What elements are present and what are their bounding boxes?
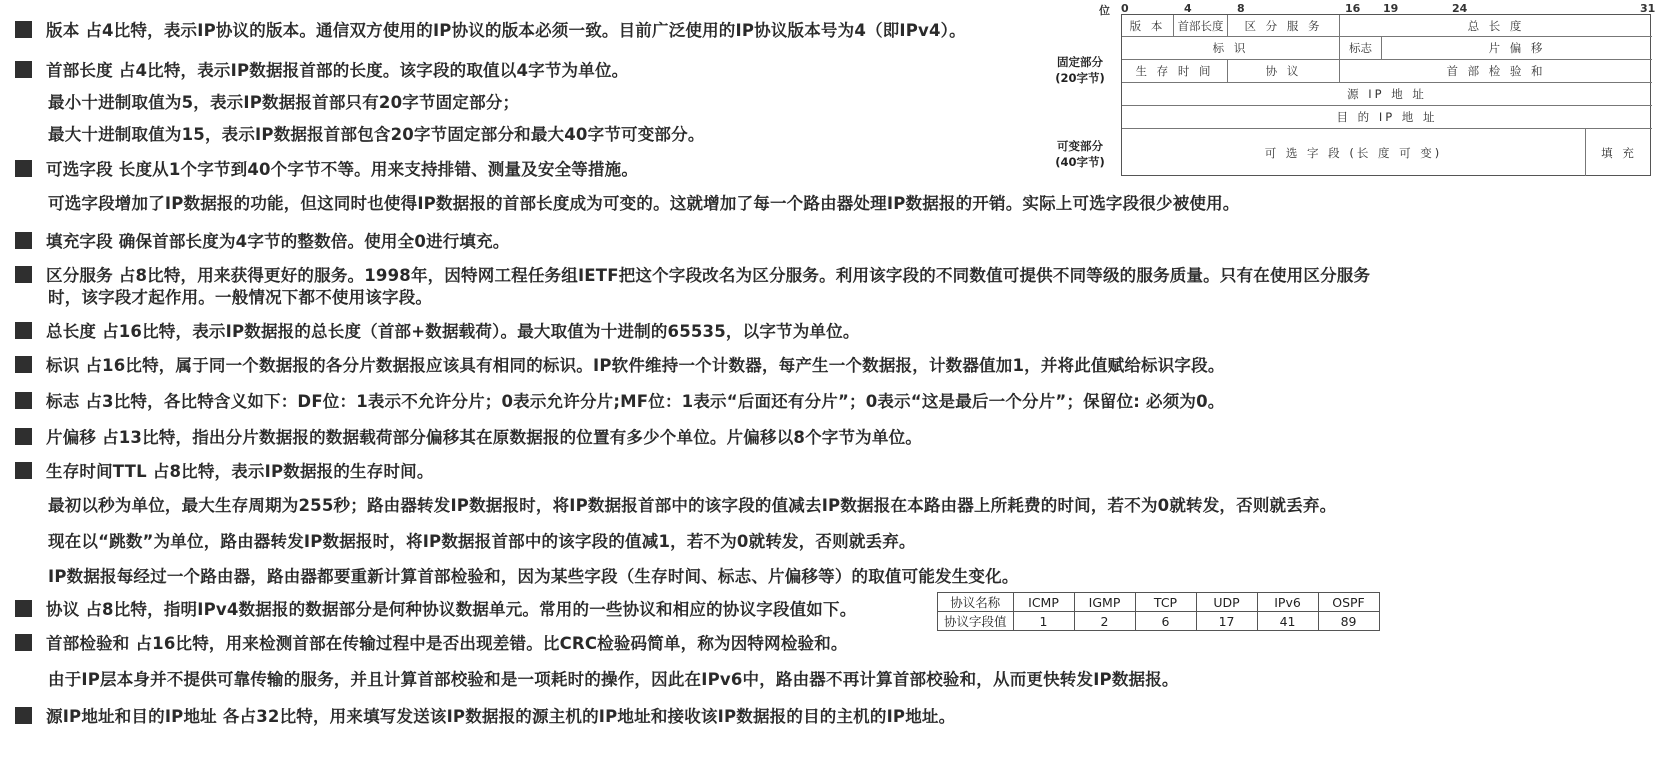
fixed-size: (20字节) [1055, 71, 1105, 85]
bit-19: 19 [1383, 2, 1399, 15]
bullet-icon [15, 392, 32, 409]
table-cell: 17 [1196, 612, 1257, 631]
variable-size: (40字节) [1055, 155, 1105, 169]
field-identification: 标 识 [1122, 37, 1340, 60]
item-options-note: 可选字段增加了IP数据报的功能，但这同时也使得IP数据报的首部长度成为可变的。这就增加了每一个路由器处理IP数据报的开销。实际上可选字段很少被使用。 [48, 194, 1240, 213]
item-flags [15, 391, 1225, 413]
bit-8: 8 [1237, 2, 1245, 15]
field-flags: 标志 [1340, 37, 1382, 60]
table-cell: IPv6 [1257, 593, 1318, 612]
bit-0: 0 [1121, 2, 1129, 15]
fixed-part-label [1045, 54, 1115, 86]
bit-label: 位 [1099, 4, 1110, 17]
field-version: 版 本 [1122, 15, 1174, 37]
item-protocol [15, 599, 856, 621]
fixed-label: 固定部分 [1057, 55, 1103, 69]
item-text: 标志 占3比特，各比特含义如下：DF位：1表示不允许分片；0表示允许分片;MF位：1表示“后面还有分片”；0表示“这是最后一个分片”；保留位: 必须为0。 [46, 392, 1225, 411]
bullet-icon [15, 634, 32, 651]
item-options [15, 159, 638, 181]
item-text: 标识 占16比特，属于同一个数据报的各分片数据报应该具有相同的标识。IP软件维持一个计数器，每产生一个数据报，计数器值加1，并将此值赋给标识字段。 [46, 356, 1225, 375]
item-ds-cont: 时，该字段才起作用。一般情况下都不使用该字段。 [48, 288, 433, 307]
field-total-length: 总 长 度 [1340, 15, 1652, 37]
item-fragment-offset [15, 427, 922, 449]
bit-4: 4 [1184, 2, 1192, 15]
item-text: 协议 占8比特，指明IPv4数据报的数据部分是何种协议数据单元。常用的一些协议和相应的协议字段值如下。 [46, 600, 857, 619]
bullet-icon [15, 428, 32, 445]
item-total-length [15, 321, 860, 343]
item-checksum [15, 633, 848, 655]
table-cell: 2 [1074, 612, 1135, 631]
bullet-icon [15, 462, 32, 479]
bullet-icon [15, 61, 32, 78]
item-text: 首部检验和 占16比特，用来检测首部在传输过程中是否出现差错。比CRC检验码简单，称为因特网检验和。 [46, 634, 848, 653]
item-text: 可选字段 长度从1个字节到40个字节不等。用来支持排错、测量及安全等措施。 [46, 160, 639, 179]
item-ds [15, 265, 1370, 287]
variable-part-label [1045, 138, 1115, 170]
table-row [938, 612, 1380, 631]
table-cell: IGMP [1074, 593, 1135, 612]
table-cell: UDP [1196, 593, 1257, 612]
item-ihl-max: 最大十进制取值为15，表示IP数据报首部包含20字节固定部分和最大40字节可变部分。 [48, 125, 705, 144]
item-text: 源IP地址和目的IP地址 各占32比特，用来填写发送该IP数据报的源主机的IP地址和接收该IP数据报的目的主机的IP地址。 [46, 707, 956, 726]
ipv4-header-diagram [1055, 0, 1656, 182]
bullet-icon [15, 160, 32, 177]
item-ttl [15, 461, 434, 483]
bullet-icon [15, 322, 32, 339]
item-ihl [15, 60, 628, 82]
field-dst: 目 的 IP 地 址 [1122, 106, 1652, 129]
bullet-icon [15, 356, 32, 373]
field-ihl: 首部长度 [1174, 15, 1228, 37]
bullet-icon [15, 232, 32, 249]
bullet-icon [15, 266, 32, 283]
field-ttl: 生 存 时 间 [1122, 60, 1228, 83]
item-text: 版本 占4比特，表示IP协议的版本。通信双方使用的IP协议的版本必须一致。目前广泛使用的IP协议版本号为4（即IPv4）。 [46, 21, 966, 40]
item-checksum-note: 由于IP层本身并不提供可靠传输的服务，并且计算首部校验和是一项耗时的操作，因此在IPv6中，路由器不再计算首部校验和，从而更快转发IP数据报。 [48, 670, 1179, 689]
row-header: 协议字段值 [938, 612, 1014, 631]
bit-31: 31 [1640, 2, 1656, 15]
item-ttl-checksum: IP数据报每经过一个路由器，路由器都要重新计算首部检验和，因为某些字段（生存时间、标志、片偏移等）的取值可能发生变化。 [48, 567, 1019, 586]
variable-label: 可变部分 [1057, 139, 1103, 153]
table-cell: OSPF [1318, 593, 1379, 612]
item-text: 生存时间TTL 占8比特，表示IP数据报的生存时间。 [46, 462, 434, 481]
table-cell: ICMP [1013, 593, 1074, 612]
table-cell: TCP [1135, 593, 1196, 612]
item-version [15, 20, 966, 42]
item-text: 区分服务 占8比特，用来获得更好的服务。1998年，因特网工程任务组IETF把这个字段改名为区分服务。利用该字段的不同数值可提供不同等级的服务质量。只有在使用区分服务 [46, 266, 1371, 285]
item-padding [15, 231, 510, 253]
bit-16: 16 [1345, 2, 1361, 15]
item-addresses [15, 706, 955, 728]
field-padding: 填 充 [1601, 145, 1637, 160]
row-header: 协议名称 [938, 593, 1014, 612]
field-fragment-offset: 片 偏 移 [1382, 37, 1652, 60]
table-cell: 1 [1013, 612, 1074, 631]
item-text: 填充字段 确保首部长度为4字节的整数倍。使用全0进行填充。 [46, 232, 510, 251]
item-identification [15, 355, 1225, 377]
bullet-icon [15, 21, 32, 38]
table-row [938, 593, 1380, 612]
item-text: 总长度 占16比特，表示IP数据报的总长度（首部+数据载荷）。最大取值为十进制的65535，以字节为单位。 [46, 322, 860, 341]
item-ihl-min: 最小十进制取值为5，表示IP数据报首部只有20字节固定部分； [48, 93, 520, 112]
item-ttl-sec: 最初以秒为单位，最大生存周期为255秒；路由器转发IP数据报时，将IP数据报首部中的该字段的值减去IP数据报在本路由器上所耗费的时间，若不为0就转发，否则就丢弃。 [48, 496, 1337, 515]
item-text: 片偏移 占13比特，指出分片数据报的数据载荷部分偏移其在原数据报的位置有多少个单位。片偏移以8个字节为单位。 [46, 428, 922, 447]
header-grid [1121, 14, 1651, 176]
field-src: 源 IP 地 址 [1122, 83, 1652, 106]
field-options: 可 选 字 段 (长 度 可 变) [1122, 129, 1586, 176]
item-text: 首部长度 占4比特，表示IP数据报首部的长度。该字段的取值以4字节为单位。 [46, 61, 629, 80]
bullet-icon [15, 707, 32, 724]
table-cell: 6 [1135, 612, 1196, 631]
field-protocol: 协 议 [1228, 60, 1340, 83]
table-cell: 41 [1257, 612, 1318, 631]
item-ttl-hop: 现在以“跳数”为单位，路由器转发IP数据报时，将IP数据报首部中的该字段的值减1，若不为0就转发，否则就丢弃。 [48, 532, 916, 551]
bit-24: 24 [1452, 2, 1468, 15]
bullet-icon [15, 600, 32, 617]
protocol-table [937, 592, 1380, 631]
table-cell: 89 [1318, 612, 1379, 631]
field-checksum: 首 部 检 验 和 [1340, 60, 1652, 83]
field-ds: 区 分 服 务 [1228, 15, 1340, 37]
